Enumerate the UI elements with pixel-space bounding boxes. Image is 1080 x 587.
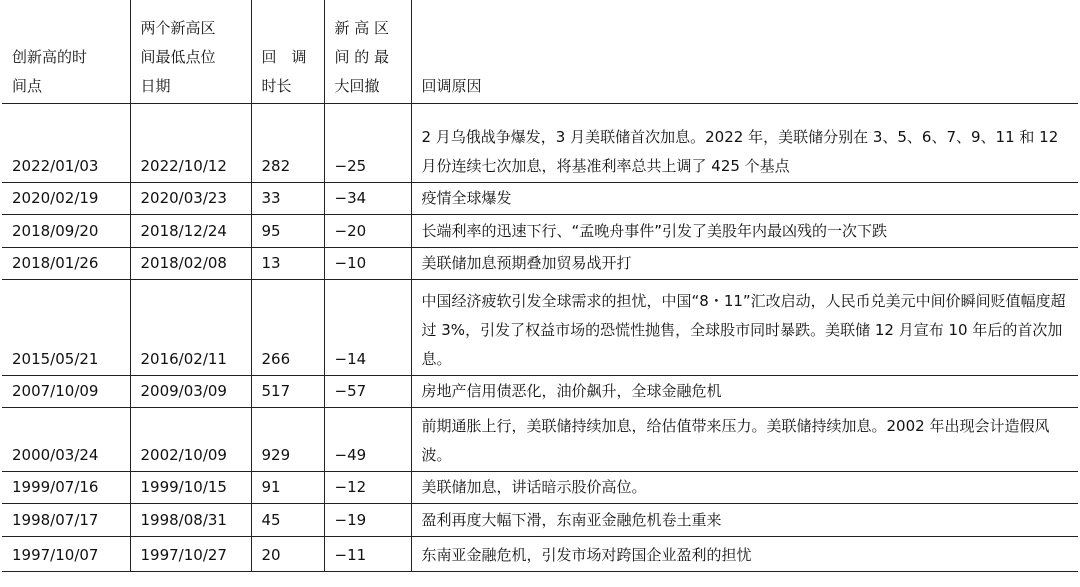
- cell-reason: 东南亚金融危机，引发市场对跨国企业盈利的担忧: [411, 536, 1078, 571]
- cell-new-high-date: 2018/01/26: [2, 247, 130, 279]
- cell-new-high-date: 1999/07/16: [2, 471, 130, 503]
- header-duration: [251, 0, 324, 103]
- cell-new-high-date: 2018/09/20: [2, 214, 130, 247]
- header-new-high-date: [2, 0, 130, 103]
- header-text: 间最低点位: [140, 47, 216, 66]
- cell-max-drawdown: −10: [324, 247, 411, 279]
- cell-duration: 95: [251, 214, 324, 247]
- header-text: 间 的 最: [334, 47, 390, 66]
- table-row: [2, 503, 1078, 536]
- header-text: 回调原因: [421, 76, 482, 95]
- cell-duration: 282: [251, 103, 324, 182]
- cell-duration: 33: [251, 182, 324, 214]
- table-row: [2, 471, 1078, 503]
- table-row: [2, 247, 1078, 279]
- cell-low-point-date: 2018/02/08: [130, 247, 251, 279]
- cell-low-point-date: 2018/12/24: [130, 214, 251, 247]
- cell-new-high-date: 1997/10/07: [2, 536, 130, 571]
- table-row: [2, 375, 1078, 407]
- header-max-drawdown: [324, 0, 411, 103]
- cell-low-point-date: 2009/03/09: [130, 375, 251, 407]
- cell-max-drawdown: −34: [324, 182, 411, 214]
- cell-max-drawdown: −12: [324, 471, 411, 503]
- cell-reason: 疫情全球爆发: [411, 182, 1078, 214]
- cell-new-high-date: 2020/02/19: [2, 182, 130, 214]
- cell-duration: 929: [251, 407, 324, 471]
- cell-low-point-date: 2002/10/09: [130, 407, 251, 471]
- table-row: [2, 214, 1078, 247]
- header-low-point-date: [130, 0, 251, 103]
- cell-reason: 房地产信用债恶化，油价飙升，全球金融危机: [411, 375, 1078, 407]
- cell-duration: 517: [251, 375, 324, 407]
- header-text: 时长: [261, 76, 292, 95]
- cell-max-drawdown: −11: [324, 536, 411, 571]
- cell-new-high-date: 2015/05/21: [2, 279, 130, 375]
- header-text: 日期: [140, 76, 171, 95]
- drawdown-table: [2, 0, 1078, 572]
- header-text: 大回撤: [334, 76, 380, 95]
- table-row: [2, 103, 1078, 182]
- cell-reason: 前期通胀上行，美联储持续加息，给估值带来压力。美联储持续加息。2002 年出现会计造假风波。: [411, 407, 1078, 471]
- cell-duration: 13: [251, 247, 324, 279]
- cell-max-drawdown: −57: [324, 375, 411, 407]
- cell-new-high-date: 2022/01/03: [2, 103, 130, 182]
- table-row: [2, 182, 1078, 214]
- cell-low-point-date: 1999/10/15: [130, 471, 251, 503]
- cell-max-drawdown: −49: [324, 407, 411, 471]
- cell-low-point-date: 1998/08/31: [130, 503, 251, 536]
- header-text: 创新高的时: [12, 47, 88, 66]
- cell-new-high-date: 1998/07/17: [2, 503, 130, 536]
- cell-duration: 91: [251, 471, 324, 503]
- cell-reason: 中国经济疲软引发全球需求的担忧，中国“8・11”汇改启动，人民币兑美元中间价瞬间贬值幅度超过 3%，引发了权益市场的恐慌性抛售，全球股市同时暴跌。美联储 12 月宣布 10 年后的首次加息。: [411, 279, 1078, 375]
- header-text: 两个新高区: [140, 18, 216, 37]
- table-row: [2, 536, 1078, 571]
- header-text: 回 调: [261, 47, 307, 66]
- cell-max-drawdown: −25: [324, 103, 411, 182]
- cell-duration: 45: [251, 503, 324, 536]
- cell-low-point-date: 1997/10/27: [130, 536, 251, 571]
- header-text: 间点: [12, 76, 43, 95]
- cell-new-high-date: 2007/10/09: [2, 375, 130, 407]
- cell-reason: 美联储加息，讲话暗示股价高位。: [411, 471, 1078, 503]
- header-row: [2, 0, 1078, 103]
- header-text: 新 高 区: [334, 18, 390, 37]
- cell-new-high-date: 2000/03/24: [2, 407, 130, 471]
- cell-max-drawdown: −20: [324, 214, 411, 247]
- cell-duration: 20: [251, 536, 324, 571]
- cell-max-drawdown: −19: [324, 503, 411, 536]
- cell-low-point-date: 2016/02/11: [130, 279, 251, 375]
- cell-reason: 美联储加息预期叠加贸易战开打: [411, 247, 1078, 279]
- cell-reason: 2 月乌俄战争爆发，3 月美联储首次加息。2022 年，美联储分别在 3、5、6、7、9、11 和 12 月份连续七次加息，将基准利率总共上调了 425 个基点: [411, 103, 1078, 182]
- cell-low-point-date: 2022/10/12: [130, 103, 251, 182]
- cell-reason: 盈利再度大幅下滑，东南亚金融危机卷土重来: [411, 503, 1078, 536]
- cell-max-drawdown: −14: [324, 279, 411, 375]
- table-row: [2, 407, 1078, 471]
- cell-reason: 长端利率的迅速下行、“孟晚舟事件”引发了美股年内最凶残的一次下跌: [411, 214, 1078, 247]
- cell-low-point-date: 2020/03/23: [130, 182, 251, 214]
- table-row: [2, 279, 1078, 375]
- header-reason: [411, 0, 1078, 103]
- cell-duration: 266: [251, 279, 324, 375]
